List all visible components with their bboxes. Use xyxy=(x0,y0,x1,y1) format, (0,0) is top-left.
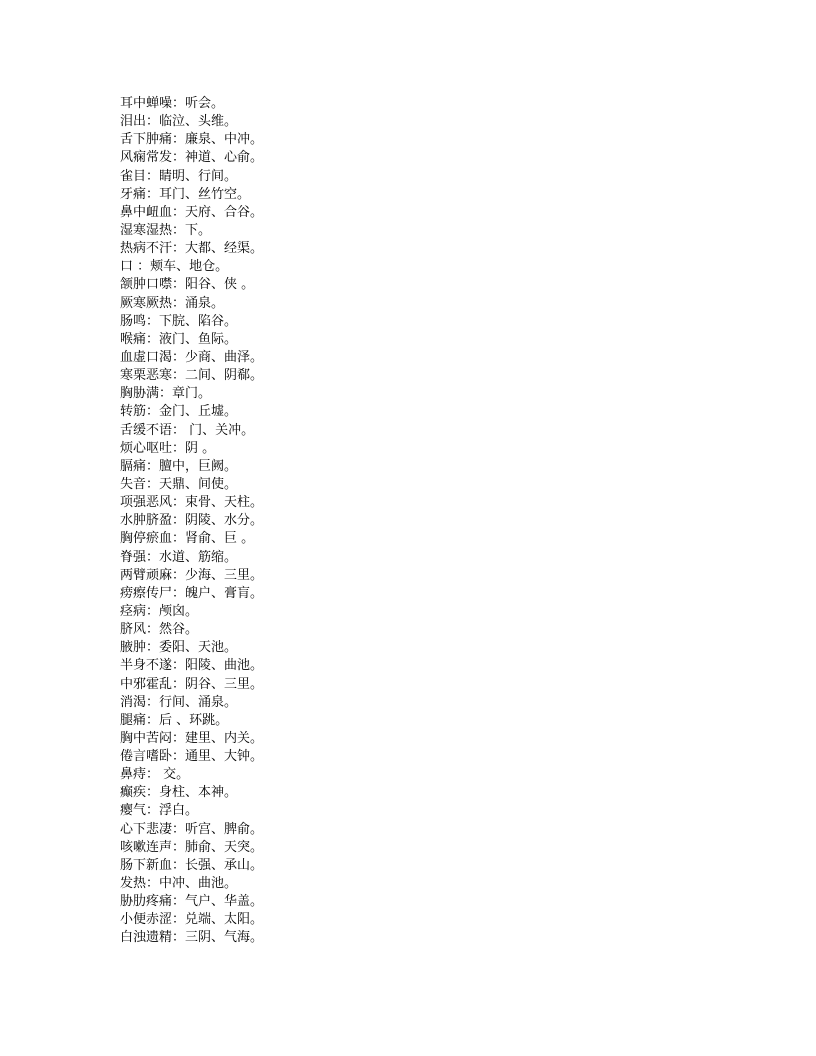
text-line: 鼻中衄血：天府、合谷。 xyxy=(120,204,264,220)
text-line: 咳嗽连声：肺俞、天突。 xyxy=(120,839,264,855)
text-line: 脐风：然谷。 xyxy=(120,622,199,638)
text-line: 转筋：金门、丘墟。 xyxy=(120,404,238,420)
text-block xyxy=(120,95,720,948)
text-line: 消渴：行间、涌泉。 xyxy=(120,694,238,710)
text-line: 口 ：颊车、地仓。 xyxy=(120,259,229,275)
text-line: 两臂顽麻：少海、三里。 xyxy=(120,567,264,583)
text-line: 颔肿口噤：阳谷、侠 。 xyxy=(120,277,255,293)
text-line: 项强恶风：束骨、天柱。 xyxy=(120,495,264,511)
text-line: 脊强：水道、筋缩。 xyxy=(120,549,238,565)
text-line: 胸中苦闷：建里、内关。 xyxy=(120,730,264,746)
text-line: 小便赤涩：兑端、太阳。 xyxy=(120,912,264,928)
text-line: 倦言嗜卧：通里、大钟。 xyxy=(120,749,264,765)
text-line: 腿痛：后 、环跳。 xyxy=(120,712,229,728)
text-line: 湿寒湿热：下。 xyxy=(120,222,212,238)
text-line: 牙痛：耳门、丝竹空。 xyxy=(120,186,251,202)
text-line: 失音：天鼎、间使。 xyxy=(120,476,238,492)
text-line: 肠鸣：下脘、陷谷。 xyxy=(120,313,238,329)
text-line: 寒栗恶寒：二间、阴郗。 xyxy=(120,368,264,384)
text-line: 胸胁满：章门。 xyxy=(120,386,212,402)
text-line: 水肿脐盈：阴陵、水分。 xyxy=(120,513,264,529)
text-line: 癫疾：身柱、本神。 xyxy=(120,785,238,801)
text-line: 泪出：临泣、头维。 xyxy=(120,114,238,130)
text-line: 腋肿：委阳、天池。 xyxy=(120,640,238,656)
text-line: 肠下新血：长强、承山。 xyxy=(120,857,264,873)
text-line: 烦心呕吐：阴 。 xyxy=(120,440,216,456)
text-line: 风痫常发：神道、心俞。 xyxy=(120,150,264,166)
text-line: 半身不遂：阳陵、曲池。 xyxy=(120,658,264,674)
text-line: 白浊遗精：三阴、气海。 xyxy=(120,930,264,946)
text-line: 鼻痔： 交。 xyxy=(120,767,190,783)
text-line: 胸停瘀血：肾俞、巨 。 xyxy=(120,531,255,547)
text-line: 痉病：颅囟。 xyxy=(120,603,199,619)
text-line: 发热：中冲、曲池。 xyxy=(120,876,238,892)
text-line: 痨瘵传尸：魄户、膏肓。 xyxy=(120,585,264,601)
text-line: 瘿气：浮白。 xyxy=(120,803,199,819)
text-line: 心下悲凄：听宫、脾俞。 xyxy=(120,821,264,837)
text-line: 喉痛：液门、鱼际。 xyxy=(120,331,238,347)
text-line: 耳中蝉噪：听会。 xyxy=(120,96,225,111)
text-line: 胁肋疼痛：气户、华盖。 xyxy=(120,894,264,910)
text-line: 中邪霍乱：阴谷、三里。 xyxy=(120,676,264,692)
text-line: 舌缓不语： 门、关冲。 xyxy=(120,422,255,438)
text-line: 雀目：睛明、行间。 xyxy=(120,168,238,184)
text-line: 血虚口渴：少商、曲泽。 xyxy=(120,349,264,365)
text-line: 厥寒厥热：涌泉。 xyxy=(120,295,225,311)
text-line: 舌下肿痛：廉泉、中冲。 xyxy=(120,132,264,148)
text-line: 膈痛：膻中，巨阙。 xyxy=(120,458,238,474)
text-line: 热病不汗：大都、经渠。 xyxy=(120,241,264,257)
